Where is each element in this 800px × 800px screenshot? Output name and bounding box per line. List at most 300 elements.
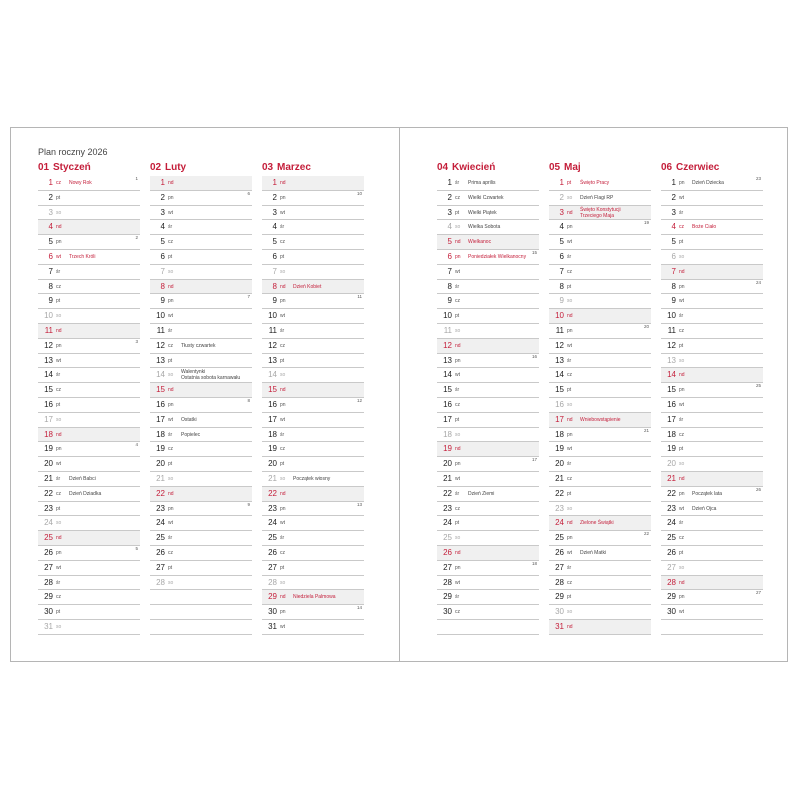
weekday-label: cz — [280, 239, 285, 246]
day-row — [549, 294, 651, 309]
day-number: 13 — [156, 355, 165, 365]
weekday-label: pn — [679, 283, 685, 290]
holiday-label-line: Wielkanoc — [468, 239, 492, 246]
holiday-label-line: Dzień Matki — [580, 549, 607, 556]
weekday-label: so — [56, 209, 62, 216]
day-row — [661, 383, 763, 398]
holiday-label — [293, 284, 321, 290]
day-number: 22 — [44, 488, 53, 498]
day-row — [38, 368, 140, 383]
day-number: 30 — [44, 607, 53, 617]
weekday-label: nd — [56, 535, 62, 542]
week-number: 9 — [247, 501, 250, 507]
day-number: 9 — [272, 296, 277, 306]
day-row — [437, 354, 539, 369]
day-row — [661, 516, 763, 531]
day-row — [38, 324, 140, 339]
day-number: 20 — [667, 459, 676, 469]
weekday-label: pn — [168, 298, 174, 305]
day-number: 29 — [268, 592, 277, 602]
day-number: 21 — [555, 473, 564, 483]
day-number: 30 — [555, 607, 564, 617]
weekday-label: so — [455, 535, 461, 542]
day-row — [549, 605, 651, 620]
week-number: 10 — [356, 190, 362, 196]
day-number: 12 — [443, 340, 452, 350]
weekday-label: cz — [168, 549, 173, 556]
weekday-label: pt — [280, 357, 285, 364]
weekday-label: so — [679, 253, 685, 260]
weekday-label: wt — [168, 209, 173, 216]
day-row — [262, 531, 364, 546]
weekday-label: cz — [567, 268, 572, 275]
day-row — [38, 590, 140, 605]
weekday-label: pt — [56, 194, 61, 201]
day-row — [262, 383, 364, 398]
day-number: 16 — [156, 399, 165, 409]
day-number: 8 — [671, 281, 676, 291]
holiday-label — [69, 254, 96, 260]
day-row — [549, 516, 651, 531]
week-number: 7 — [247, 294, 250, 300]
day-row — [150, 442, 252, 457]
holiday-label-line: Święto Konstytucji — [580, 206, 621, 213]
weekday-label: pt — [56, 505, 61, 512]
month-column — [262, 162, 364, 635]
weekday-label: so — [168, 268, 174, 275]
weekday-label: śr — [679, 313, 684, 320]
day-number: 19 — [555, 444, 564, 454]
weekday-label: śr — [455, 180, 460, 186]
holiday-label-line: Dzień Ziemi — [468, 490, 495, 497]
week-number: 2 — [135, 235, 138, 241]
holiday-label-line: Dzień Dziadka — [69, 490, 102, 497]
holiday-label-line: Dzień Dziecka — [692, 180, 724, 186]
holiday-label-line: Wielki Czwartek — [468, 194, 504, 201]
day-row — [38, 620, 140, 635]
day-row — [38, 176, 140, 191]
day-number: 15 — [44, 385, 53, 395]
weekday-label: pt — [280, 253, 285, 260]
day-number: 19 — [44, 444, 53, 454]
weekday-label: śr — [567, 461, 572, 468]
holiday-label — [293, 594, 336, 600]
day-row — [437, 206, 539, 221]
day-row — [437, 176, 539, 191]
weekday-label: nd — [455, 446, 461, 453]
week-number: 15 — [531, 249, 537, 255]
day-row — [661, 561, 763, 576]
day-row — [661, 413, 763, 428]
empty-row — [150, 605, 252, 620]
day-number: 13 — [268, 355, 277, 365]
day-row — [262, 235, 364, 250]
weekday-label: śr — [280, 431, 285, 438]
weekday-label: nd — [567, 520, 573, 527]
day-row — [661, 457, 763, 472]
day-row — [150, 457, 252, 472]
day-row — [262, 339, 364, 354]
weekday-label: pn — [168, 194, 174, 201]
weekday-label: cz — [56, 594, 61, 601]
holiday-label — [468, 224, 500, 230]
day-number: 24 — [667, 518, 676, 528]
holiday-label — [580, 520, 614, 526]
day-number: 20 — [268, 459, 277, 469]
day-row — [549, 354, 651, 369]
weekday-label: śr — [56, 579, 61, 586]
day-row — [549, 191, 651, 206]
day-number: 19 — [667, 444, 676, 454]
day-number: 12 — [667, 340, 676, 350]
day-number: 3 — [559, 207, 564, 217]
day-number: 6 — [671, 251, 676, 261]
day-number: 1 — [48, 178, 53, 187]
day-number: 6 — [160, 251, 165, 261]
day-number: 27 — [44, 562, 53, 572]
day-number: 11 — [268, 325, 277, 335]
weekday-label: pn — [168, 401, 174, 408]
holiday-label-line: Wielka Sobota — [468, 224, 501, 231]
weekday-label: pn — [280, 505, 286, 512]
day-number: 12 — [268, 340, 277, 350]
weekday-label: wt — [280, 416, 285, 423]
holiday-label — [468, 254, 526, 260]
month-number: 06 — [661, 162, 673, 173]
holiday-label-line: Zielone Świątki — [580, 520, 614, 527]
empty-row — [661, 620, 763, 635]
day-row — [661, 442, 763, 457]
day-number: 24 — [44, 518, 53, 528]
day-row — [262, 546, 364, 561]
weekday-label: cz — [679, 431, 684, 438]
day-number: 31 — [555, 621, 564, 631]
day-number: 9 — [447, 296, 452, 306]
day-number: 30 — [667, 607, 676, 617]
weekday-label: pn — [679, 387, 685, 394]
day-row — [549, 309, 651, 324]
day-number: 14 — [44, 370, 53, 380]
weekday-label: cz — [168, 239, 173, 246]
day-number: 23 — [156, 503, 165, 513]
day-row — [549, 442, 651, 457]
week-number: 12 — [356, 397, 362, 403]
weekday-label: nd — [280, 387, 286, 394]
weekday-label: pn — [455, 461, 461, 468]
day-row — [661, 398, 763, 413]
week-number: 23 — [755, 176, 761, 181]
day-row — [549, 368, 651, 383]
day-row — [661, 250, 763, 265]
weekday-label: wt — [679, 609, 684, 616]
day-number: 20 — [156, 459, 165, 469]
weekday-label: wt — [280, 209, 285, 216]
day-row — [661, 576, 763, 591]
week-number: 1 — [135, 176, 138, 181]
weekday-label: pt — [455, 313, 460, 320]
weekday-label: so — [455, 327, 461, 334]
month-header — [549, 162, 651, 176]
holiday-label-line: Dzień Flagi RP — [580, 194, 614, 201]
day-row — [38, 383, 140, 398]
day-row — [549, 561, 651, 576]
day-number: 10 — [268, 311, 277, 321]
day-row — [38, 206, 140, 221]
weekday-label: pt — [56, 401, 61, 408]
day-row — [437, 368, 539, 383]
day-row — [262, 324, 364, 339]
month-column — [150, 162, 252, 635]
weekday-label: pt — [679, 239, 684, 246]
holiday-label-line: Ostatnia sobota karnawału — [181, 375, 241, 382]
day-number: 17 — [156, 414, 165, 424]
day-number: 4 — [160, 222, 165, 232]
day-number: 4 — [671, 222, 676, 232]
day-row — [38, 235, 140, 250]
month-name: Kwiecień — [452, 162, 496, 173]
weekday-label: so — [168, 475, 174, 482]
holiday-label — [468, 239, 491, 245]
day-number: 30 — [443, 607, 452, 617]
day-row — [262, 368, 364, 383]
weekday-label: śr — [567, 564, 572, 571]
weekday-label: pt — [455, 209, 460, 216]
day-number: 3 — [48, 207, 53, 217]
day-row — [150, 428, 252, 443]
weekday-label: wt — [168, 313, 173, 320]
weekday-label: śr — [168, 535, 173, 542]
week-number: 19 — [643, 220, 649, 226]
holiday-label-line: Popielec — [181, 431, 201, 438]
weekday-label: cz — [567, 475, 572, 482]
day-number: 11 — [667, 325, 676, 335]
weekday-label: wt — [168, 416, 173, 423]
weekday-label: śr — [679, 416, 684, 423]
weekday-label: śr — [567, 357, 572, 364]
day-number: 24 — [268, 518, 277, 528]
holiday-label-line: Początek wiosny — [293, 475, 331, 482]
weekday-label: pn — [280, 298, 286, 305]
day-row — [150, 502, 252, 517]
week-number: 25 — [755, 383, 761, 389]
day-number: 26 — [667, 547, 676, 557]
day-number: 2 — [559, 192, 564, 202]
day-row — [38, 531, 140, 546]
day-row — [150, 294, 252, 309]
day-number: 6 — [447, 251, 452, 261]
weekday-label: pt — [679, 549, 684, 556]
day-row — [549, 339, 651, 354]
weekday-label: pt — [567, 594, 572, 601]
weekday-label: pt — [168, 253, 173, 260]
day-row — [437, 605, 539, 620]
day-row — [437, 457, 539, 472]
weekday-label: cz — [280, 446, 285, 453]
weekday-label: pn — [455, 564, 461, 571]
day-row — [437, 250, 539, 265]
day-row — [38, 472, 140, 487]
day-row — [150, 250, 252, 265]
day-number: 6 — [559, 251, 564, 261]
month-column — [437, 162, 539, 635]
day-number: 28 — [555, 577, 564, 587]
weekday-label: pt — [168, 357, 173, 364]
weekday-label: śr — [168, 224, 173, 231]
day-row — [262, 605, 364, 620]
day-number: 14 — [268, 370, 277, 380]
week-number: 18 — [531, 560, 537, 566]
day-number: 7 — [671, 266, 676, 276]
day-row — [38, 191, 140, 206]
holiday-label — [468, 195, 504, 201]
day-row — [262, 502, 364, 517]
weekday-label: nd — [56, 327, 62, 334]
weekday-label: pn — [280, 401, 286, 408]
weekday-label: wt — [455, 475, 460, 482]
weekday-label: nd — [455, 342, 461, 349]
holiday-label — [692, 506, 716, 512]
day-row — [262, 561, 364, 576]
day-row — [549, 457, 651, 472]
weekday-label: cz — [679, 535, 684, 542]
day-row — [262, 428, 364, 443]
weekday-label: pt — [168, 461, 173, 468]
month-number: 02 — [150, 162, 162, 173]
day-row — [661, 324, 763, 339]
day-row — [549, 250, 651, 265]
weekday-label: śr — [280, 535, 285, 542]
weekday-label: cz — [679, 224, 684, 231]
day-number: 18 — [156, 429, 165, 439]
weekday-label: pn — [567, 431, 573, 438]
week-number: 20 — [643, 323, 649, 329]
month-column — [549, 162, 651, 635]
day-row — [437, 487, 539, 502]
day-row — [549, 428, 651, 443]
day-number: 24 — [555, 518, 564, 528]
day-number: 27 — [667, 562, 676, 572]
holiday-label — [181, 343, 215, 349]
day-row — [38, 561, 140, 576]
day-number: 9 — [559, 296, 564, 306]
day-row — [661, 220, 763, 235]
day-number: 29 — [443, 592, 452, 602]
holiday-label — [468, 210, 497, 216]
weekday-label: wt — [56, 564, 61, 571]
day-number: 12 — [156, 340, 165, 350]
weekday-label: śr — [679, 209, 684, 216]
weekday-label: so — [56, 416, 62, 423]
day-number: 13 — [443, 355, 452, 365]
day-row — [661, 428, 763, 443]
day-row — [150, 176, 252, 191]
day-number: 13 — [555, 355, 564, 365]
weekday-label: so — [455, 431, 461, 438]
holiday-label — [580, 180, 609, 186]
day-number: 5 — [447, 237, 452, 247]
day-row — [549, 590, 651, 605]
day-row — [38, 265, 140, 280]
weekday-label: pn — [56, 239, 62, 246]
day-row — [262, 220, 364, 235]
day-number: 31 — [44, 621, 53, 631]
weekday-label: śr — [455, 490, 460, 497]
weekday-label: śr — [56, 475, 61, 482]
day-number: 22 — [667, 488, 676, 498]
day-row — [661, 176, 763, 191]
day-number: 8 — [272, 281, 277, 291]
day-row — [262, 620, 364, 635]
weekday-label: wt — [455, 579, 460, 586]
day-row — [262, 472, 364, 487]
weekday-label: pn — [455, 357, 461, 364]
day-row — [437, 472, 539, 487]
weekday-label: wt — [679, 194, 684, 201]
weekday-label: śr — [567, 253, 572, 260]
weekday-label: wt — [679, 401, 684, 408]
day-number: 3 — [160, 207, 165, 217]
day-row — [262, 206, 364, 221]
weekday-label: cz — [56, 387, 61, 394]
day-row — [38, 487, 140, 502]
day-number: 14 — [443, 370, 452, 380]
day-row — [38, 294, 140, 309]
day-number: 1 — [160, 178, 165, 187]
day-row — [150, 472, 252, 487]
weekday-label: pn — [567, 535, 573, 542]
day-row — [262, 576, 364, 591]
weekday-label: pt — [679, 446, 684, 453]
weekday-label: pt — [567, 283, 572, 290]
day-row — [661, 235, 763, 250]
day-number: 27 — [555, 562, 564, 572]
weekday-label: nd — [168, 490, 174, 497]
day-row — [661, 265, 763, 280]
day-number: 15 — [667, 385, 676, 395]
day-number: 25 — [44, 533, 53, 543]
day-number: 26 — [443, 547, 452, 557]
weekday-label: wt — [679, 298, 684, 305]
weekday-label: so — [679, 461, 685, 468]
day-row — [549, 206, 651, 221]
day-row — [262, 398, 364, 413]
day-number: 12 — [555, 340, 564, 350]
day-row — [38, 354, 140, 369]
day-row — [262, 280, 364, 295]
weekday-label: cz — [455, 609, 460, 616]
weekday-label: nd — [567, 209, 573, 216]
day-number: 10 — [156, 311, 165, 321]
day-row — [661, 191, 763, 206]
weekday-label: cz — [56, 490, 61, 497]
day-row — [150, 265, 252, 280]
day-row — [549, 413, 651, 428]
weekday-label: pn — [56, 342, 62, 349]
weekday-label: nd — [567, 313, 573, 320]
weekday-label: śr — [455, 387, 460, 394]
weekday-label: pn — [280, 609, 286, 616]
week-number: 5 — [135, 545, 138, 551]
day-number: 18 — [44, 429, 53, 439]
weekday-label: nd — [280, 594, 286, 601]
day-number: 8 — [447, 281, 452, 291]
day-row — [549, 502, 651, 517]
weekday-label: nd — [56, 431, 62, 438]
day-number: 4 — [447, 222, 452, 232]
day-number: 25 — [443, 533, 452, 543]
weekday-label: śr — [679, 520, 684, 527]
holiday-label — [69, 180, 92, 186]
